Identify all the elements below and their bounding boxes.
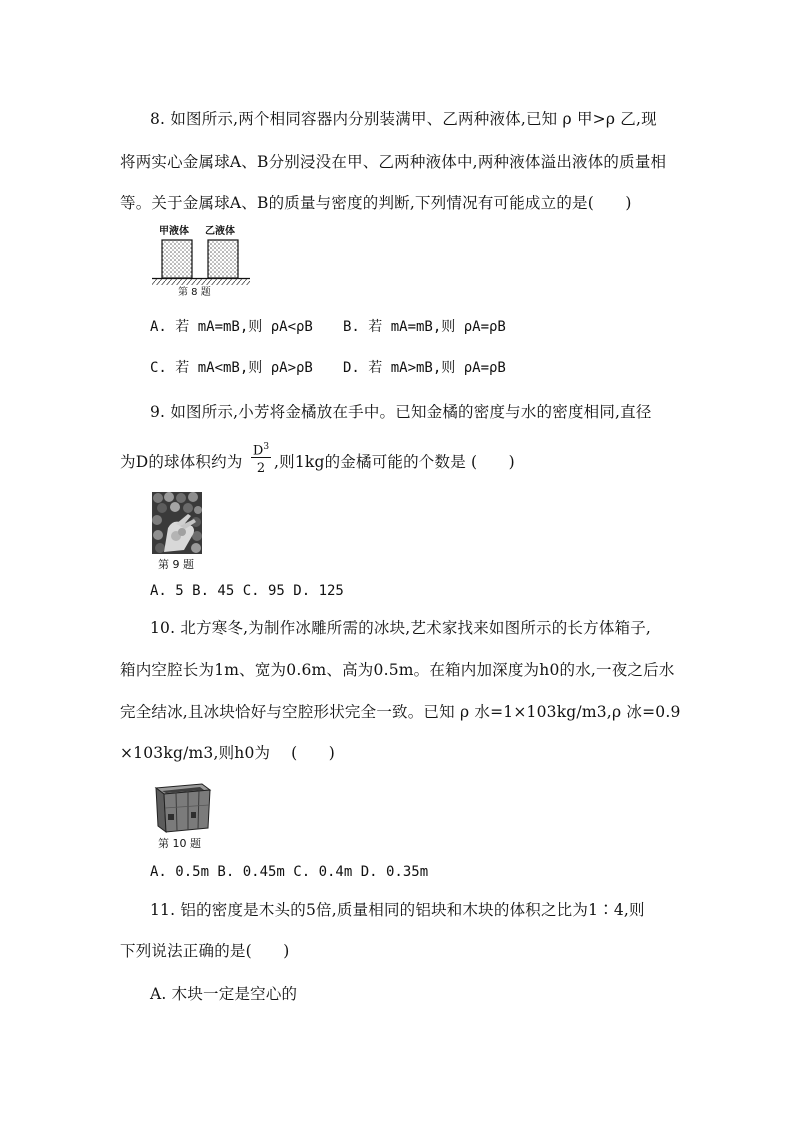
q11-option-a: A. 木块一定是空心的	[150, 985, 298, 1003]
q10-line-1: 10. 北方寒冬,为制作冰雕所需的冰块,艺术家找来如图所示的长方体箱子,	[150, 619, 652, 637]
q9-line-2-before: 为D的球体积约为	[120, 453, 243, 471]
q10-line-3: 完全结冰,且冰块恰好与空腔形状完全一致。已知 ρ 水=1×103kg/m3,ρ 冰=0.9	[120, 703, 681, 721]
q8-line-1: 8. 如图所示,两个相同容器内分别装满甲、乙两种液体,已知 ρ 甲>ρ 乙,现	[150, 110, 657, 128]
storage-box-photo	[152, 778, 212, 834]
q9-fraction-exponent: 3	[263, 442, 270, 452]
q9-figure	[150, 492, 206, 574]
q10-figure	[150, 778, 214, 850]
q10-options: A. 0.5m B. 0.45m C. 0.4m D. 0.35m	[150, 864, 429, 880]
q8-option-d: D. 若 mA>mB,则 ρA=ρB	[343, 360, 506, 376]
kumquat-photo	[152, 492, 202, 554]
q8-option-b: B. 若 mA=mB,则 ρA=ρB	[343, 319, 506, 335]
q8-line-3: 等。关于金属球A、B的质量与密度的判断,下列情况有可能成立的是( )	[120, 194, 632, 212]
q9-fraction-numerator: D	[252, 443, 264, 459]
q10-line-4: ×103kg/m3,则h0为 ( )	[120, 744, 335, 762]
q8-figure-label-left: 甲液体	[159, 226, 189, 237]
q8-option-c: C. 若 mA<mB,则 ρA>ρB	[150, 360, 313, 376]
q10-line-2: 箱内空腔长为1m、宽为0.6m、高为0.5m。在箱内加深度为h0的水,一夜之后水	[120, 661, 675, 679]
q9-line-1: 9. 如图所示,小芳将金橘放在手中。已知金橘的密度与水的密度相同,直径	[150, 403, 652, 421]
container-left	[162, 240, 192, 278]
q9-fraction-denominator: 2	[256, 461, 266, 476]
q8-figure-caption: 第 8 题	[178, 287, 211, 298]
q8-option-a: A. 若 mA=mB,则 ρA<ρB	[150, 319, 313, 335]
q8-line-2: 将两实心金属球A、B分别浸没在甲、乙两种液体中,两种液体溢出液体的质量相	[120, 153, 667, 171]
q11-line-2: 下列说法正确的是( )	[120, 942, 290, 960]
q9-fraction	[250, 440, 272, 480]
q8-figure-label-right: 乙液体	[205, 226, 235, 237]
q8-figure	[150, 226, 254, 298]
q8-containers-diagram	[150, 239, 254, 287]
q9-options: A. 5 B. 45 C. 95 D. 125	[150, 583, 344, 599]
q9-figure-caption: 第 9 题	[158, 558, 194, 571]
q9-line-2-after: ,则1kg的金橘可能的个数是 ( )	[274, 453, 515, 471]
container-right	[208, 240, 238, 278]
q11-line-1: 11. 铝的密度是木头的5倍,质量相同的铝块和木块的体积之比为1∶4,则	[150, 901, 645, 919]
q10-figure-caption: 第 10 题	[158, 837, 201, 850]
